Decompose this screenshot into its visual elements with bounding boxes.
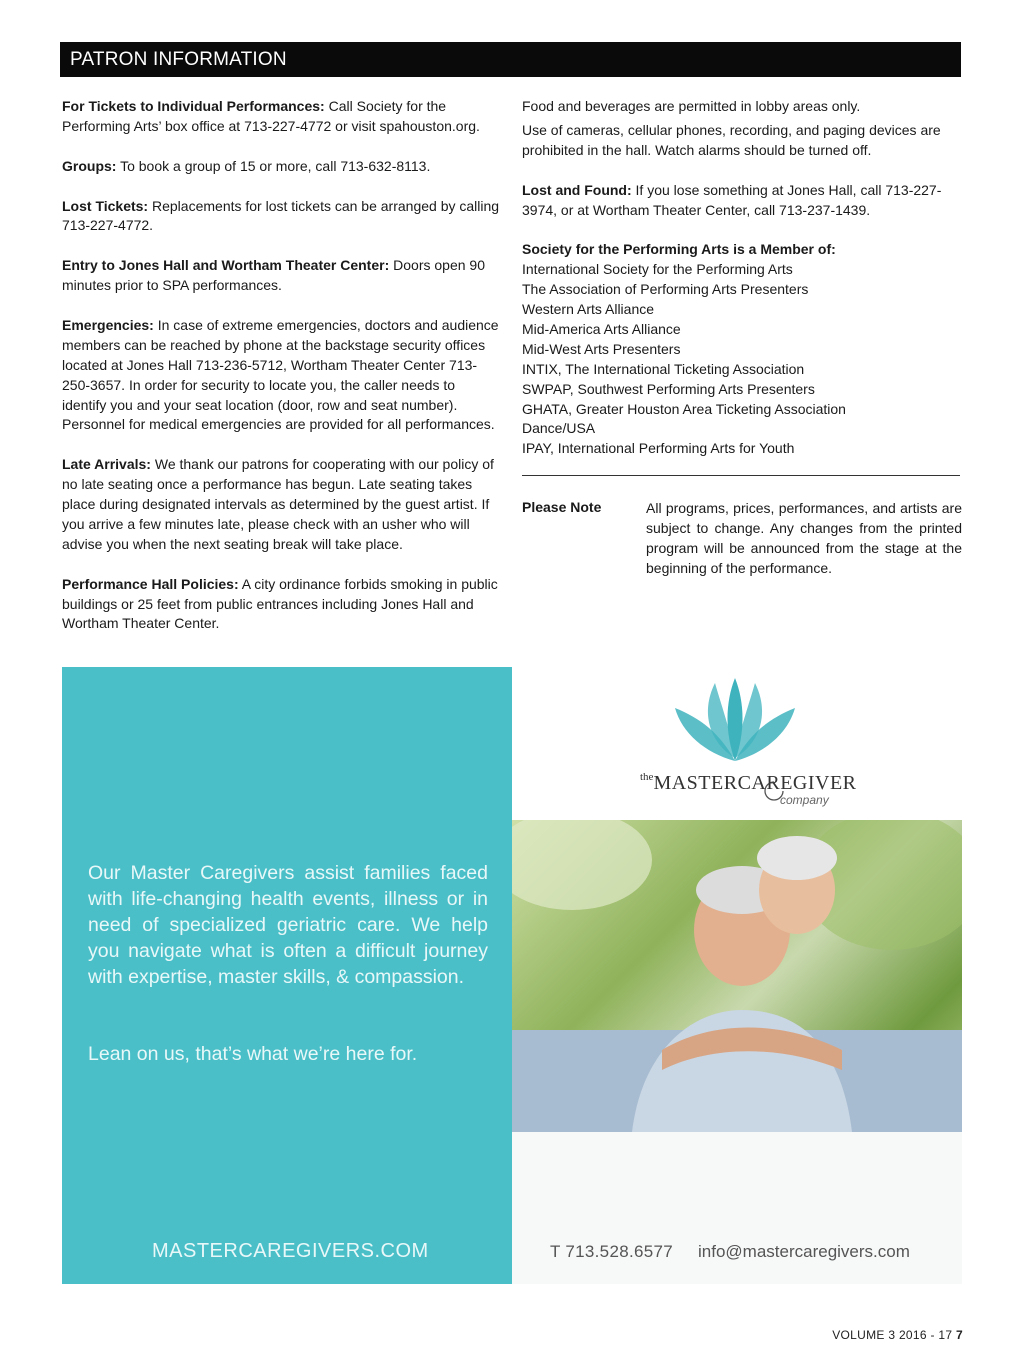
info-label: For Tickets to Individual Performances: xyxy=(62,98,325,114)
info-label: Groups: xyxy=(62,157,117,174)
info-label: Performance Hall Policies: xyxy=(62,575,239,592)
info-text: If you lose something at Jones Hall, call 713-227-3974, or at Wortham Theater Center, call 713-237-1439. xyxy=(522,181,942,218)
member-list xyxy=(522,260,962,459)
info-text: A city ordinance forbids smoking in public buildings or 25 feet from public entrances including Jones Hall and Wortham Theater Center. xyxy=(62,575,498,632)
section-title: PATRON INFORMATION xyxy=(70,49,287,70)
ad-brand-text: MASTERCAREGIVER xyxy=(653,772,857,794)
info-text: In case of extreme emergencies, doctors and audience members can be reached by phone at the backstage security offices located at Jones Hall 713-236-5712, Wortham Theater Center 713-250-3657. In order for security to locate you, the caller needs to identify you and your seat location (door, row and seat number). Personnel for medical emergencies are provided for all performances. xyxy=(62,316,499,433)
info-label: Lost Tickets: xyxy=(62,197,149,214)
note-label: Please Note xyxy=(522,499,602,515)
section-header-bar xyxy=(60,42,961,77)
note-text: All programs, prices, performances, and artists are subject to change. Any changes from the printed program will be announced from the stage at the beginning of the performance. xyxy=(646,500,962,576)
member-heading xyxy=(522,240,962,260)
info-text: Call Society for the Performing Arts’ box office at 713-227-4772 or visit spahouston.org. xyxy=(62,98,480,134)
info-lost-tickets xyxy=(62,197,502,237)
ad-brand-company: company xyxy=(780,793,829,807)
page-footer xyxy=(832,1328,963,1342)
info-hall-policies xyxy=(62,575,502,635)
info-text: Doors open 90 minutes prior to SPA performances. xyxy=(62,257,485,294)
ad-body-text: Our Master Caregivers assist families faced with life-changing health events, illness or in need of specialized geriatric care. We help you navigate what is often a difficult journey with expertise, master skills, & compassion. xyxy=(88,862,488,988)
footer-volume: VOLUME 3 2016 - 17 xyxy=(832,1328,953,1342)
member-item: IPAY, International Performing Arts for Youth xyxy=(522,440,795,457)
member-item: SWPAP, Southwest Performing Arts Presenters xyxy=(522,380,815,397)
info-label: Emergencies: xyxy=(62,316,154,333)
ad-brand-the: the xyxy=(640,771,654,783)
member-item: Western Arts Alliance xyxy=(522,301,655,318)
member-item: Mid-West Arts Presenters xyxy=(522,340,681,357)
info-text: To book a group of 15 or more, call 713-632-8113. xyxy=(116,157,431,174)
divider xyxy=(522,475,960,476)
member-item: Mid-America Arts Alliance xyxy=(522,320,681,337)
info-cameras: Use of cameras, cellular phones, recording, and paging devices are prohibited in the hall. Watch alarms should be turned off. xyxy=(522,121,941,158)
info-entry xyxy=(62,256,502,296)
member-item: International Society for the Performing Arts xyxy=(522,261,793,278)
info-label: Entry to Jones Hall and Wortham Theater Center: xyxy=(62,257,390,274)
info-late-arrivals xyxy=(62,455,502,555)
info-lost-found xyxy=(522,181,962,221)
info-text: Replacements for lost tickets can be arranged by calling 713-227-4772. xyxy=(62,197,500,234)
ad-website-link[interactable]: MASTERCAREGIVERS.COM xyxy=(152,1240,429,1262)
info-groups xyxy=(62,157,502,177)
ad-tagline: Lean on us, that’s what we’re here for. xyxy=(88,1043,418,1065)
left-column xyxy=(62,97,502,654)
info-text: We thank our patrons for cooperating with our policy of no late seating once a performance has begun. Late seating takes place during designated intervals as determined by the guest artist. If you arrive a few minutes late, please check with an usher who will advise you when the next seating break will take place. xyxy=(62,456,494,552)
member-item: Dance/USA xyxy=(522,420,596,437)
ad-email-link[interactable]: info@mastercaregivers.com xyxy=(698,1242,910,1261)
info-food: Food and beverages are permitted in lobby areas only. xyxy=(522,98,861,114)
member-item: GHATA, Greater Houston Area Ticketing Association xyxy=(522,400,846,417)
info-emergencies xyxy=(62,316,502,435)
info-tickets xyxy=(62,97,502,137)
right-column xyxy=(522,97,962,459)
lotus-logo-icon xyxy=(670,673,800,768)
ad-phone: T 713.528.6577 xyxy=(550,1242,673,1261)
couple-illustration-icon xyxy=(512,820,962,1132)
info-label: Lost and Found: xyxy=(522,181,632,198)
member-item: The Association of Performing Arts Presenters xyxy=(522,281,809,298)
member-heading-text: Society for the Performing Arts is a Member of: xyxy=(522,241,836,258)
advertisement[interactable] xyxy=(62,667,962,1284)
ad-brand-name xyxy=(640,771,857,795)
ad-couple-photo xyxy=(512,820,962,1132)
info-label: Late Arrivals: xyxy=(62,456,151,473)
member-item: INTIX, The International Ticketing Association xyxy=(522,360,805,377)
ad-logo-area xyxy=(512,667,962,820)
page-number: 7 xyxy=(956,1328,963,1342)
